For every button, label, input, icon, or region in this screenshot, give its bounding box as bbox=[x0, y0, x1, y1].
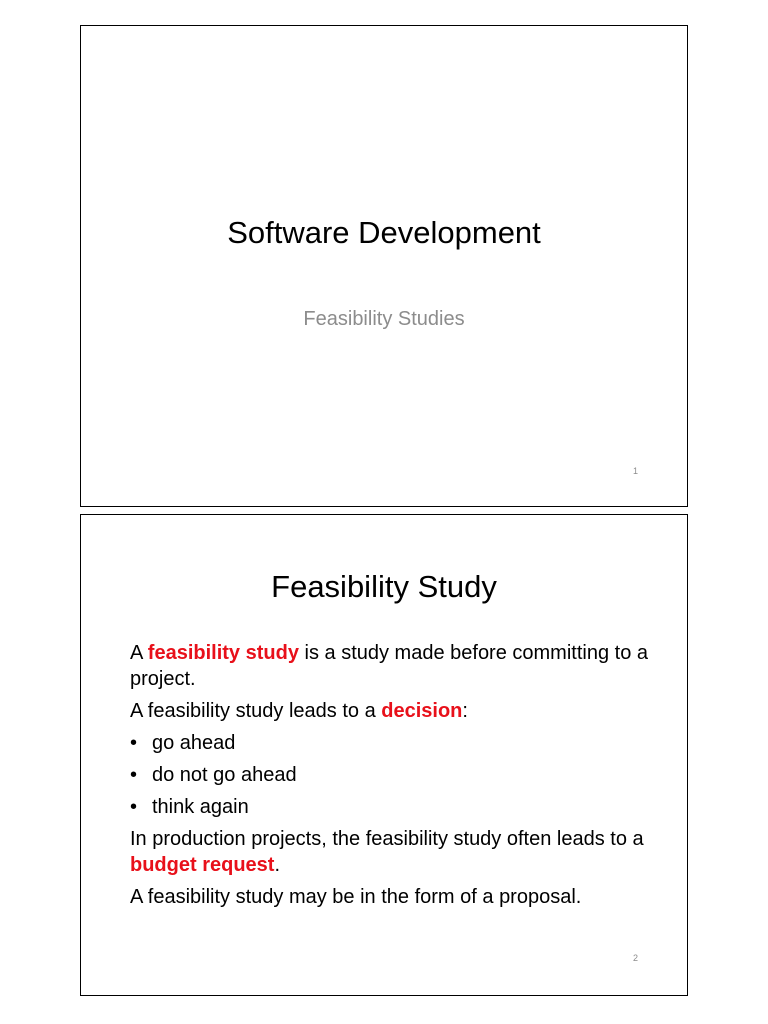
decision-paragraph bbox=[130, 698, 650, 724]
definition-pre: A bbox=[130, 642, 148, 664]
slide-1-page-number: 1 bbox=[632, 466, 638, 476]
slide-2-body bbox=[130, 640, 650, 916]
bullet-item bbox=[130, 762, 650, 788]
bullet-glyph: • bbox=[130, 732, 138, 754]
bullet-text: do not go ahead bbox=[152, 764, 297, 786]
slide-1-subtitle: Feasibility Studies bbox=[303, 308, 465, 330]
budget-post: . bbox=[274, 854, 281, 876]
slide-2 bbox=[80, 514, 688, 996]
bullet-item bbox=[130, 794, 650, 820]
definition-post: is a study made before committing to a project. bbox=[130, 642, 649, 690]
term-decision: decision bbox=[381, 700, 463, 722]
decision-post: : bbox=[462, 700, 468, 722]
decision-pre: A feasibility study leads to a bbox=[130, 700, 382, 722]
budget-paragraph bbox=[130, 826, 650, 878]
bullet-glyph: • bbox=[130, 764, 138, 786]
term-feasibility-study: feasibility study bbox=[147, 642, 299, 664]
bullet-text: go ahead bbox=[152, 732, 236, 754]
definition-paragraph bbox=[130, 640, 650, 692]
bullet-glyph: • bbox=[130, 796, 138, 818]
proposal-paragraph: A feasibility study may be in the form of a proposal. bbox=[130, 886, 582, 908]
bullet-text: think again bbox=[152, 796, 249, 818]
slide-2-title: Feasibility Study bbox=[271, 569, 497, 604]
budget-pre: In production projects, the feasibility study often leads to a bbox=[130, 828, 644, 850]
slide-1-title: Software Development bbox=[227, 215, 541, 250]
slide-2-page-number: 2 bbox=[632, 953, 638, 963]
bullet-item bbox=[130, 730, 650, 756]
slide-1 bbox=[80, 25, 688, 507]
term-budget-request: budget request bbox=[130, 854, 275, 876]
